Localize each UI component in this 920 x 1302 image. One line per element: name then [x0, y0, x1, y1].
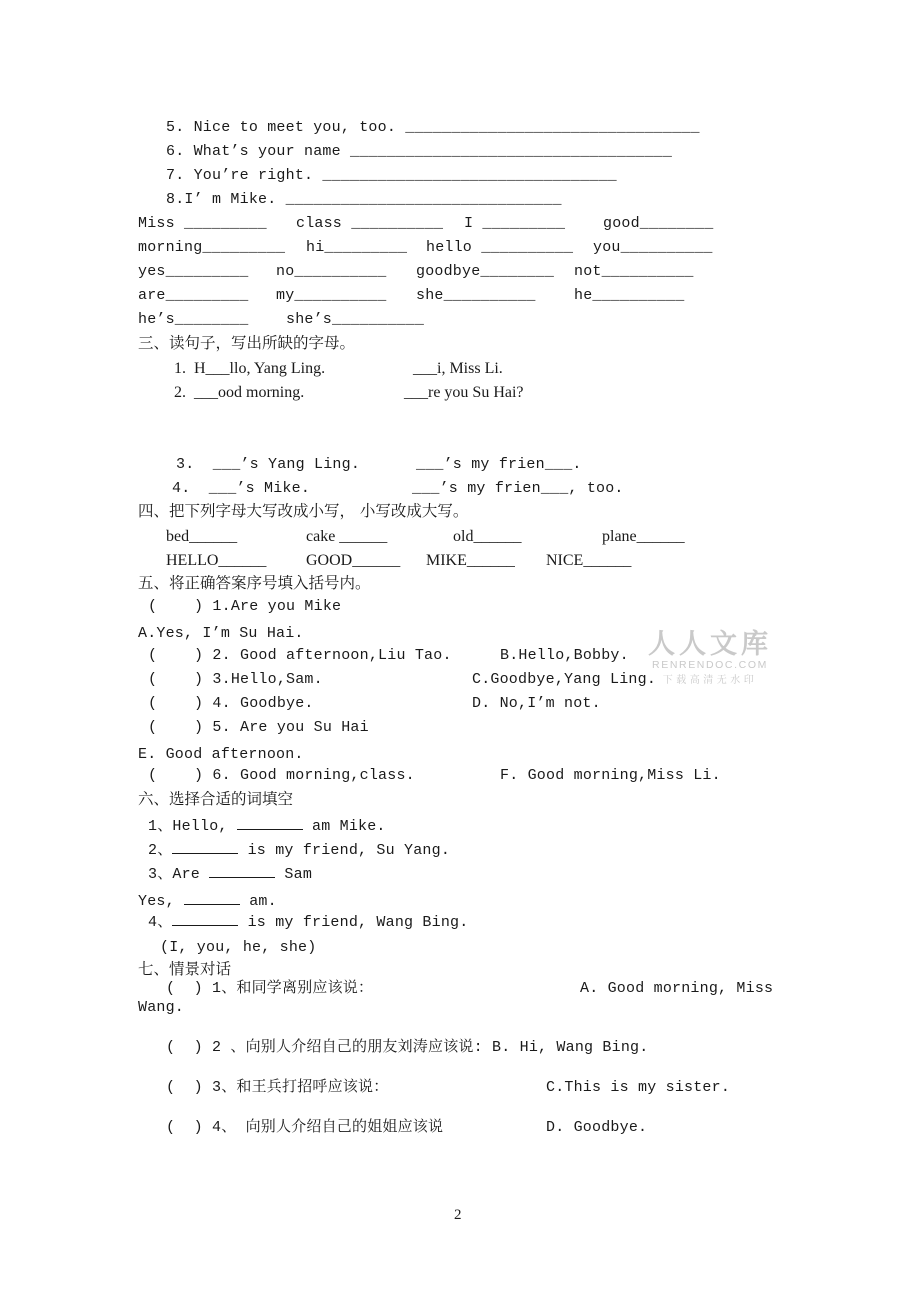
s6-item-1-start: 1、Hello,	[148, 818, 237, 835]
s7-question-2: ( ) 2 、向别人介绍自己的朋友刘涛应该说: B. Hi, Wang Bing.	[166, 1039, 649, 1056]
s7-answer-d: D. Goodbye.	[546, 1119, 648, 1136]
s6-item-2	[148, 839, 450, 861]
s6-item-4	[148, 911, 468, 933]
s6-item-3-start: 3、Are	[148, 866, 210, 883]
s6-yes	[138, 890, 277, 912]
s6-item-4-end: is my friend, Wang Bing.	[238, 914, 469, 931]
word-not: not__________	[574, 263, 694, 280]
word-my: my__________	[276, 287, 387, 304]
s4-good: GOOD______	[306, 552, 401, 569]
page-number: 2	[454, 1207, 462, 1223]
s4-mike: MIKE______	[426, 552, 515, 569]
s5-answer-a: A.Yes, I’m Su Hai.	[138, 625, 304, 642]
s5-answer-d: D. No,I’m not.	[472, 695, 601, 712]
s7-question-1: ( ) 1、和同学离别应该说：	[166, 980, 374, 997]
word-morning: morning_________	[138, 239, 286, 256]
s6-item-1	[148, 815, 386, 837]
s6-item-2-start: 2、	[148, 842, 173, 859]
s7-question-4: ( ) 4、 向别人介绍自己的姐姐应该说	[166, 1119, 444, 1136]
blank-line	[237, 815, 303, 830]
watermark-domain: RENRENDOC.COM	[652, 659, 768, 671]
word-are: are_________	[138, 287, 249, 304]
word-shes: she’s__________	[286, 311, 425, 328]
watermark-subtitle: 下载高清无水印	[662, 675, 758, 686]
section-5-title: 五、将正确答案序号填入括号内。	[138, 574, 371, 592]
word-good: good________	[603, 215, 714, 232]
s3-item-4b: ___’s my frien___, too.	[412, 480, 624, 497]
blank-line	[172, 911, 238, 926]
s6-yes-end: am.	[240, 893, 277, 910]
section-7-title: 七、情景对话	[138, 960, 232, 978]
s5-question-6: ( ) 6. Good morning,class.	[148, 767, 415, 784]
word-class: class __________	[296, 215, 444, 232]
sentence-6: 6. What’s your name ___________________________________	[166, 143, 673, 160]
word-hi: hi_________	[306, 239, 408, 256]
section-6-title: 六、选择合适的词填空	[138, 790, 294, 808]
word-she: she__________	[416, 287, 536, 304]
s4-bed: bed______	[166, 528, 238, 545]
s7-answer-a: A. Good morning, Miss	[580, 980, 774, 997]
word-he: he__________	[574, 287, 685, 304]
s3-item-1a: 1. H___llo, Yang Ling.	[174, 360, 326, 377]
word-miss: Miss _________	[138, 215, 267, 232]
word-you: you__________	[593, 239, 713, 256]
s6-options: (I, you, he, she)	[160, 939, 317, 956]
s5-question-2: ( ) 2. Good afternoon,Liu Tao.	[148, 647, 452, 664]
s4-plane: plane______	[602, 528, 685, 545]
blank-line	[209, 863, 275, 878]
watermark-title: 人人文库	[648, 629, 772, 660]
s6-yes-start: Yes,	[138, 893, 185, 910]
s5-answer-f: F. Good morning,Miss Li.	[500, 767, 721, 784]
word-yes: yes_________	[138, 263, 249, 280]
s7-answer-c: C.This is my sister.	[546, 1079, 731, 1096]
s3-item-2b: ___re you Su Hai?	[404, 384, 524, 401]
word-hello: hello __________	[426, 239, 574, 256]
s4-hello: HELLO______	[166, 552, 267, 569]
section-3-title: 三、读句子，写出所缺的字母。	[138, 334, 356, 352]
s6-item-2-end: is my friend, Su Yang.	[238, 842, 451, 859]
word-no: no__________	[276, 263, 387, 280]
word-goodbye: goodbye________	[416, 263, 555, 280]
sentence-8: 8.I’ m Mike. ______________________________	[166, 191, 562, 208]
s4-old: old______	[453, 528, 522, 545]
s5-answer-e: E. Good afternoon.	[138, 746, 304, 763]
s6-item-3-end: Sam	[275, 866, 313, 883]
s5-question-3: ( ) 3.Hello,Sam.	[148, 671, 323, 688]
s3-item-3a: 3. ___’s Yang Ling.	[176, 456, 361, 473]
s5-question-5: ( ) 5. Are you Su Hai	[148, 719, 369, 736]
s3-item-3b: ___’s my frien___.	[416, 456, 582, 473]
s5-question-1: ( ) 1.Are you Mike	[148, 598, 342, 615]
s6-item-1-end: am Mike.	[302, 818, 386, 835]
s6-item-4-start: 4、	[148, 914, 173, 931]
blank-line	[184, 890, 240, 905]
blank-line	[172, 839, 238, 854]
s4-nice: NICE______	[546, 552, 632, 569]
s5-answer-b: B.Hello,Bobby.	[500, 647, 629, 664]
watermark	[648, 622, 772, 686]
word-hes: he’s________	[138, 311, 249, 328]
s5-question-4: ( ) 4. Goodbye.	[148, 695, 314, 712]
s3-item-2a: 2. ___ood morning.	[174, 384, 305, 401]
section-4-title: 四、把下列字母大写改成小写， 小写改成大写。	[138, 502, 469, 520]
s6-item-3	[148, 863, 312, 885]
sentence-5: 5. Nice to meet you, too. ________________________________	[166, 119, 700, 136]
sentence-7: 7. You’re right. ________________________________	[166, 167, 617, 184]
s3-item-1b: ___i, Miss Li.	[413, 360, 503, 377]
s5-answer-c: C.Goodbye,Yang Ling.	[472, 671, 657, 688]
s7-question-3: ( ) 3、和王兵打招呼应该说：	[166, 1079, 389, 1096]
s3-item-4a: 4. ___’s Mike.	[172, 480, 311, 497]
s4-cake: cake ______	[306, 528, 388, 545]
word-i: I _________	[464, 215, 566, 232]
s7-answer-a-cont: Wang.	[138, 999, 185, 1016]
